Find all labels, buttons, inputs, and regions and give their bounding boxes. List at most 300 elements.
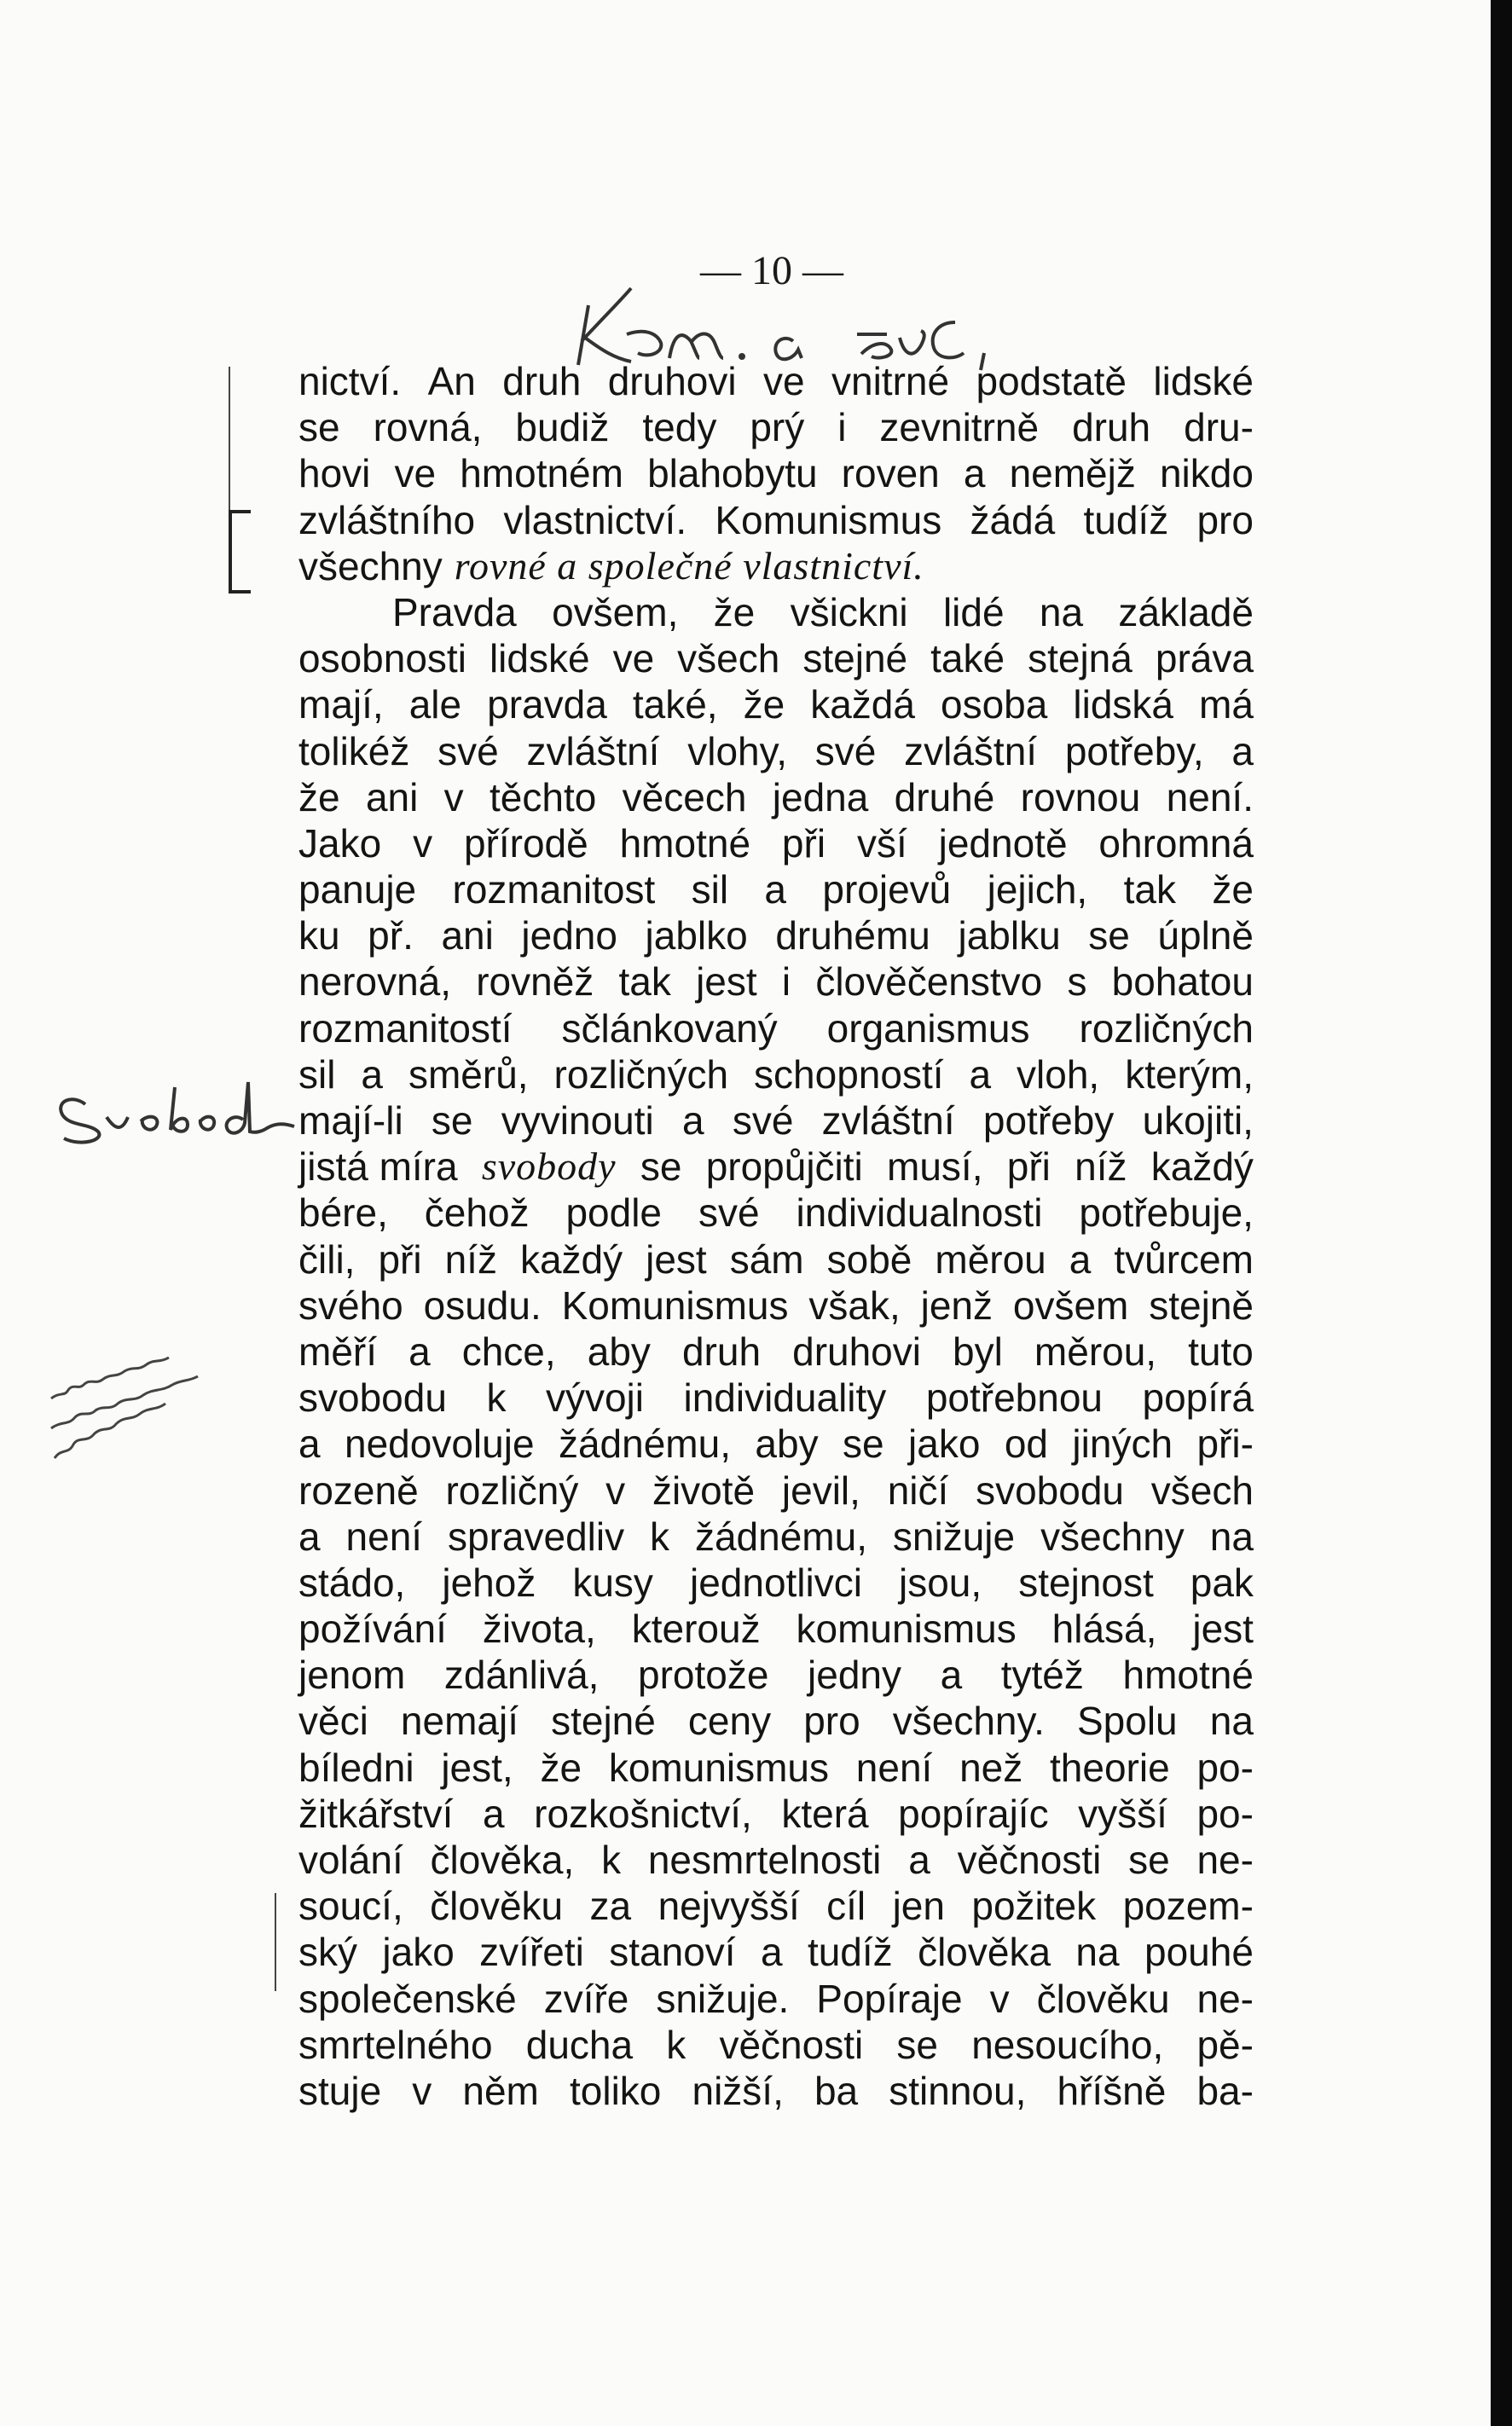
word: stejná xyxy=(1028,636,1133,681)
word: rozmanitost xyxy=(452,867,656,912)
word: také xyxy=(930,636,1005,681)
word: není xyxy=(345,1514,423,1559)
word: vloh, xyxy=(1017,1051,1100,1097)
word: na xyxy=(1075,1930,1120,1975)
word: ducha xyxy=(525,2022,634,2067)
word: tedy xyxy=(642,405,717,450)
word: s xyxy=(1067,959,1087,1005)
word: že xyxy=(713,589,756,634)
word: níž xyxy=(1075,1144,1127,1190)
word: rozeně xyxy=(298,1468,419,1513)
word: při xyxy=(1006,1144,1051,1190)
word: vlohy, xyxy=(687,728,787,773)
word: Pravda xyxy=(392,589,517,634)
word: člověka xyxy=(918,1930,1051,1975)
word: ale xyxy=(408,682,462,727)
word: kterouž xyxy=(631,1607,761,1652)
word: po- xyxy=(1196,1745,1254,1790)
word: se xyxy=(896,2022,938,2067)
italic-phrase: rovné a společné vlastnictví. xyxy=(454,543,924,588)
word: ne- xyxy=(1196,1976,1254,2021)
text-line xyxy=(298,1791,1254,1837)
word: ve xyxy=(612,636,655,681)
word: ovšem, xyxy=(552,589,679,634)
word: pro xyxy=(1196,497,1254,542)
word: nemají xyxy=(400,1699,518,1744)
word: vlastnictví. xyxy=(503,497,687,542)
margin-bracket xyxy=(229,510,251,593)
word: svobodu xyxy=(976,1468,1124,1513)
text-line xyxy=(298,1837,1254,1883)
word: stinnou, xyxy=(889,2068,1027,2113)
text-line xyxy=(298,589,1254,635)
word: jehož xyxy=(442,1560,536,1605)
page-number: — 10 — xyxy=(700,248,843,293)
word: čehož xyxy=(424,1190,530,1236)
word: věčnosti xyxy=(957,1838,1102,1882)
word: bére, xyxy=(298,1190,388,1236)
word: komunismus xyxy=(796,1607,1017,1652)
word: ve xyxy=(763,359,805,403)
word: př. xyxy=(368,913,414,958)
word: zvířeti xyxy=(479,1930,584,1975)
word: zvláštní xyxy=(526,728,660,773)
word: všech xyxy=(677,636,780,681)
text-line xyxy=(298,1560,1254,1606)
text-line xyxy=(298,681,1254,727)
word: zvláštní xyxy=(904,728,1038,773)
word: tolikéž xyxy=(298,728,410,773)
word: v xyxy=(443,774,464,819)
word: vývoji xyxy=(545,1375,644,1421)
text-line xyxy=(298,1929,1254,1975)
word: jako xyxy=(908,1421,981,1467)
word: stejně xyxy=(1149,1282,1254,1328)
word: Spolu xyxy=(1076,1699,1178,1744)
word: rozličných xyxy=(1079,1005,1254,1051)
word: člověku xyxy=(430,1884,564,1929)
word: své xyxy=(732,1098,794,1143)
word: jedno xyxy=(521,913,617,958)
word: zevnitrně xyxy=(879,405,1040,450)
word: pouhé xyxy=(1144,1930,1254,1975)
word: člověku xyxy=(1036,1976,1170,2021)
word: stuje xyxy=(298,2068,382,2113)
word: svobodu xyxy=(298,1375,447,1421)
word: musí, xyxy=(887,1144,983,1190)
word: snižuje. xyxy=(656,1976,790,2021)
word: zvíře xyxy=(543,1976,629,2021)
word: jevil, xyxy=(781,1468,860,1513)
word: kterým, xyxy=(1125,1051,1254,1097)
word: hmotné xyxy=(619,820,751,866)
word: a xyxy=(940,1653,963,1698)
word: na xyxy=(1209,1514,1254,1559)
word: žádnému, xyxy=(558,1421,731,1467)
word: ceny xyxy=(687,1699,772,1744)
word: ani xyxy=(441,913,494,958)
word: osudu. xyxy=(423,1282,542,1328)
word: druh xyxy=(1072,405,1151,450)
text-line xyxy=(298,1606,1254,1652)
word: svého xyxy=(298,1282,403,1328)
word: a xyxy=(361,1051,384,1097)
word: jsou, xyxy=(899,1560,982,1605)
word: jako xyxy=(382,1930,455,1975)
word: rozličný xyxy=(445,1468,579,1513)
word: tuto xyxy=(1188,1329,1254,1374)
text-line xyxy=(298,912,1254,958)
word: čili, xyxy=(298,1236,356,1282)
word: ský xyxy=(298,1930,357,1975)
word: měří xyxy=(298,1329,377,1374)
word: ba xyxy=(814,2068,859,2113)
word: zvláštního xyxy=(298,497,476,542)
word: Popíraje xyxy=(816,1976,963,2021)
word: blahobytu xyxy=(647,451,818,496)
word: k xyxy=(601,1838,622,1882)
word: věčnosti xyxy=(719,2022,864,2067)
word: žitkářství xyxy=(298,1791,454,1836)
word: druhovi xyxy=(607,359,737,403)
text-line xyxy=(298,635,1254,681)
word: požitek xyxy=(971,1884,1097,1929)
word: jest xyxy=(646,1236,707,1282)
text-line xyxy=(298,543,1254,589)
word: a xyxy=(760,1930,783,1975)
word: pravda xyxy=(487,682,607,727)
word: žádnému, xyxy=(694,1514,867,1559)
word: a xyxy=(298,1421,321,1467)
word: a xyxy=(1069,1236,1092,1282)
word: ba- xyxy=(1196,2068,1254,2113)
text-line xyxy=(298,1097,1254,1144)
text-line xyxy=(298,2022,1254,2068)
word: všickni xyxy=(790,589,908,634)
body-text xyxy=(298,358,1254,2114)
text-line xyxy=(298,1329,1254,1375)
word: vyvinouti xyxy=(501,1098,654,1143)
word: mají-li xyxy=(298,1098,403,1143)
word: druhému xyxy=(775,913,930,958)
word: sobě xyxy=(826,1236,912,1282)
word: druh xyxy=(681,1329,762,1374)
word: sám xyxy=(729,1236,804,1282)
word: lidská xyxy=(1073,682,1173,727)
text-line xyxy=(298,1144,1254,1190)
word: v xyxy=(605,1468,626,1513)
word: při xyxy=(378,1236,422,1282)
word: práva xyxy=(1155,636,1254,681)
word: požívání xyxy=(298,1607,447,1652)
word: ku xyxy=(298,913,340,958)
word: jedna xyxy=(772,774,869,819)
word: jiných xyxy=(1072,1421,1173,1467)
word: soucí, xyxy=(298,1884,403,1929)
text-line xyxy=(298,2068,1254,2114)
word: nižší, xyxy=(692,2068,784,2113)
word: lidské xyxy=(1153,359,1254,403)
word: podstatě xyxy=(976,359,1127,403)
word: jenž xyxy=(920,1282,994,1328)
word: hříšně xyxy=(1057,2068,1167,2113)
word: ohromná xyxy=(1098,820,1254,866)
word: tak xyxy=(618,959,671,1005)
word: nikdo xyxy=(1159,451,1254,496)
word: potřebnou xyxy=(925,1375,1103,1421)
word: v xyxy=(413,820,433,866)
word: panuje xyxy=(298,867,417,912)
text-line xyxy=(298,404,1254,450)
word: rovnou xyxy=(1020,774,1141,819)
word: stádo, xyxy=(298,1560,406,1605)
word: k xyxy=(650,1514,670,1559)
word: budiž xyxy=(515,405,610,450)
word: hmotném xyxy=(460,451,623,496)
word: nesoucího, xyxy=(971,2022,1164,2067)
text-line xyxy=(298,1375,1254,1421)
word: však, xyxy=(808,1282,901,1328)
text-line xyxy=(298,1005,1254,1051)
word: byl xyxy=(953,1329,1003,1374)
text-line xyxy=(298,358,1254,404)
word: všechny xyxy=(298,543,443,588)
word: An xyxy=(427,359,476,403)
word: směrů, xyxy=(408,1051,529,1097)
word: jest xyxy=(696,959,757,1005)
word: věci xyxy=(298,1699,368,1744)
word: druh xyxy=(502,359,582,403)
word: rozličných xyxy=(553,1051,729,1097)
word: volání xyxy=(298,1838,403,1882)
word: tudíž xyxy=(807,1930,893,1975)
word: kusy xyxy=(572,1560,653,1605)
word: zvláštní xyxy=(821,1098,955,1143)
word: Jako xyxy=(298,820,382,866)
word: nejvyšší xyxy=(658,1884,800,1929)
word: úplně xyxy=(1157,913,1254,958)
text-line xyxy=(298,1698,1254,1744)
word: sčlánkovaný xyxy=(561,1005,778,1051)
word: pro xyxy=(803,1699,860,1744)
word: theorie xyxy=(1050,1745,1170,1790)
word: se xyxy=(843,1421,884,1467)
word: ničí xyxy=(887,1468,949,1513)
word: propůjčiti xyxy=(705,1144,863,1190)
text-line xyxy=(298,958,1254,1005)
handwritten-margin-note-svoboda xyxy=(47,1070,303,1147)
word: jablku xyxy=(958,913,1061,958)
word: že xyxy=(298,774,340,819)
handwritten-margin-note-2 xyxy=(43,1347,213,1501)
word: druhovi xyxy=(792,1329,921,1374)
word: každý xyxy=(1150,1144,1254,1190)
word: a xyxy=(764,867,787,912)
word: podle xyxy=(565,1190,663,1236)
text-line xyxy=(298,728,1254,774)
word: každá xyxy=(810,682,915,727)
text-line xyxy=(298,1282,1254,1329)
word: bohatou xyxy=(1111,959,1254,1005)
word: stejné xyxy=(551,1699,656,1744)
word: Komunismus xyxy=(561,1282,789,1328)
word: individuality xyxy=(683,1375,887,1421)
word: stejnost xyxy=(1018,1560,1154,1605)
word: se xyxy=(298,405,340,450)
word: pak xyxy=(1190,1560,1254,1605)
word: jest xyxy=(1192,1607,1254,1652)
word: chce, xyxy=(461,1329,556,1374)
word: jen xyxy=(892,1884,945,1929)
word: a xyxy=(298,1514,321,1559)
word: a xyxy=(908,1838,930,1882)
word: v xyxy=(989,1976,1010,2021)
word: jenom xyxy=(298,1653,406,1698)
word: se xyxy=(1128,1838,1170,1882)
word: tytéž xyxy=(1000,1653,1084,1698)
word: rovná, xyxy=(373,405,483,450)
word: pě- xyxy=(1196,2022,1254,2067)
word: hlásá, xyxy=(1051,1607,1157,1652)
word: nictví. xyxy=(298,359,402,403)
word: a xyxy=(1231,728,1254,773)
word: schopností xyxy=(754,1051,944,1097)
word: pozem- xyxy=(1122,1884,1254,1929)
word: prý xyxy=(750,405,805,450)
word: vyšší xyxy=(1078,1791,1167,1836)
text-line xyxy=(298,1236,1254,1282)
text-line xyxy=(298,1745,1254,1791)
word: a xyxy=(969,1051,992,1097)
text-line xyxy=(298,866,1254,912)
word: vnitrné xyxy=(831,359,950,403)
word: věcech xyxy=(622,774,747,819)
word: k xyxy=(666,2022,686,2067)
word: všech xyxy=(1150,1468,1254,1513)
word: základě xyxy=(1118,589,1254,634)
word: Komunismus xyxy=(715,497,942,542)
word: toliko xyxy=(569,2068,662,2113)
word: projevů xyxy=(822,867,952,912)
word: k xyxy=(486,1375,507,1421)
word: potřebuje, xyxy=(1079,1190,1254,1236)
word: životě xyxy=(652,1468,756,1513)
word: není. xyxy=(1166,774,1254,819)
word: nesmrtelnosti xyxy=(647,1838,882,1882)
word: že xyxy=(743,682,785,727)
word: ukojiti, xyxy=(1142,1098,1254,1143)
margin-line xyxy=(275,1893,276,1991)
text-line xyxy=(298,1883,1254,1929)
word: jednotě xyxy=(938,820,1068,866)
word: ovšem xyxy=(1012,1282,1129,1328)
word: tvůrcem xyxy=(1114,1236,1254,1282)
word: aby xyxy=(587,1329,651,1374)
word: od xyxy=(1004,1421,1048,1467)
word: lidské xyxy=(489,636,590,681)
word: života, xyxy=(482,1607,596,1652)
word: ne- xyxy=(1196,1838,1254,1882)
word: má xyxy=(1199,682,1254,727)
word: mají, xyxy=(298,682,384,727)
word: všechny xyxy=(1040,1514,1185,1559)
word: měrou xyxy=(935,1236,1046,1282)
word: ve xyxy=(394,451,437,496)
text-line xyxy=(298,1652,1254,1698)
word: organismus xyxy=(826,1005,1030,1051)
word: smrtelného xyxy=(298,2022,493,2067)
text-line xyxy=(298,820,1254,866)
word: ani xyxy=(365,774,419,819)
word: komunismus xyxy=(608,1745,830,1790)
text-line xyxy=(298,774,1254,820)
word: žádá xyxy=(970,497,1056,542)
word: že xyxy=(1212,867,1254,912)
word: zdánlivá, xyxy=(443,1653,600,1698)
word: a xyxy=(681,1098,704,1143)
word: těchto xyxy=(490,774,597,819)
text-line xyxy=(298,1468,1254,1514)
word: stejné xyxy=(802,636,908,681)
word: i xyxy=(781,959,791,1005)
word: potřeby xyxy=(982,1098,1115,1143)
word: tudíž xyxy=(1083,497,1169,542)
word: potřeby, xyxy=(1064,728,1204,773)
word: rozmanitostí xyxy=(298,1005,513,1051)
word: že xyxy=(540,1745,582,1790)
word: hovi xyxy=(298,451,371,496)
word: člověčenstvo xyxy=(815,959,1043,1005)
word: a xyxy=(483,1791,505,1836)
word: snižuje xyxy=(892,1514,1016,1559)
word: osobnosti xyxy=(298,636,466,681)
word: aby xyxy=(755,1421,819,1467)
word: se xyxy=(1088,913,1130,958)
word: která xyxy=(781,1791,869,1836)
word: i xyxy=(837,405,847,450)
word: sil xyxy=(691,867,729,912)
word: jednotlivci xyxy=(689,1560,862,1605)
word: bíledni xyxy=(298,1745,414,1790)
word: při- xyxy=(1196,1421,1254,1467)
word: spravedliv xyxy=(448,1514,625,1559)
word: individualnosti xyxy=(796,1190,1043,1236)
word: přírodě xyxy=(463,820,588,866)
text-line xyxy=(298,1051,1254,1097)
word: osoba xyxy=(941,682,1048,727)
word: jejich, xyxy=(987,867,1088,912)
text-line xyxy=(298,450,1254,496)
word: za xyxy=(589,1884,632,1929)
word: každý xyxy=(519,1236,623,1282)
text-line xyxy=(298,1190,1254,1236)
word: jedny xyxy=(808,1653,901,1698)
word: se xyxy=(640,1144,682,1190)
word: nemějž xyxy=(1009,451,1136,496)
word: níž xyxy=(444,1236,497,1282)
word: všechny. xyxy=(892,1699,1045,1744)
page-edge-bar xyxy=(1491,0,1512,2426)
italic-word: svobody xyxy=(481,1144,617,1189)
word: popírá xyxy=(1142,1375,1254,1421)
word: a xyxy=(408,1329,431,1374)
word: popírajíc xyxy=(898,1791,1049,1836)
word: své xyxy=(814,728,877,773)
word: jest, xyxy=(441,1745,513,1790)
word: po- xyxy=(1196,1791,1254,1836)
word: jistá míra xyxy=(298,1144,458,1190)
word: roven xyxy=(841,451,940,496)
